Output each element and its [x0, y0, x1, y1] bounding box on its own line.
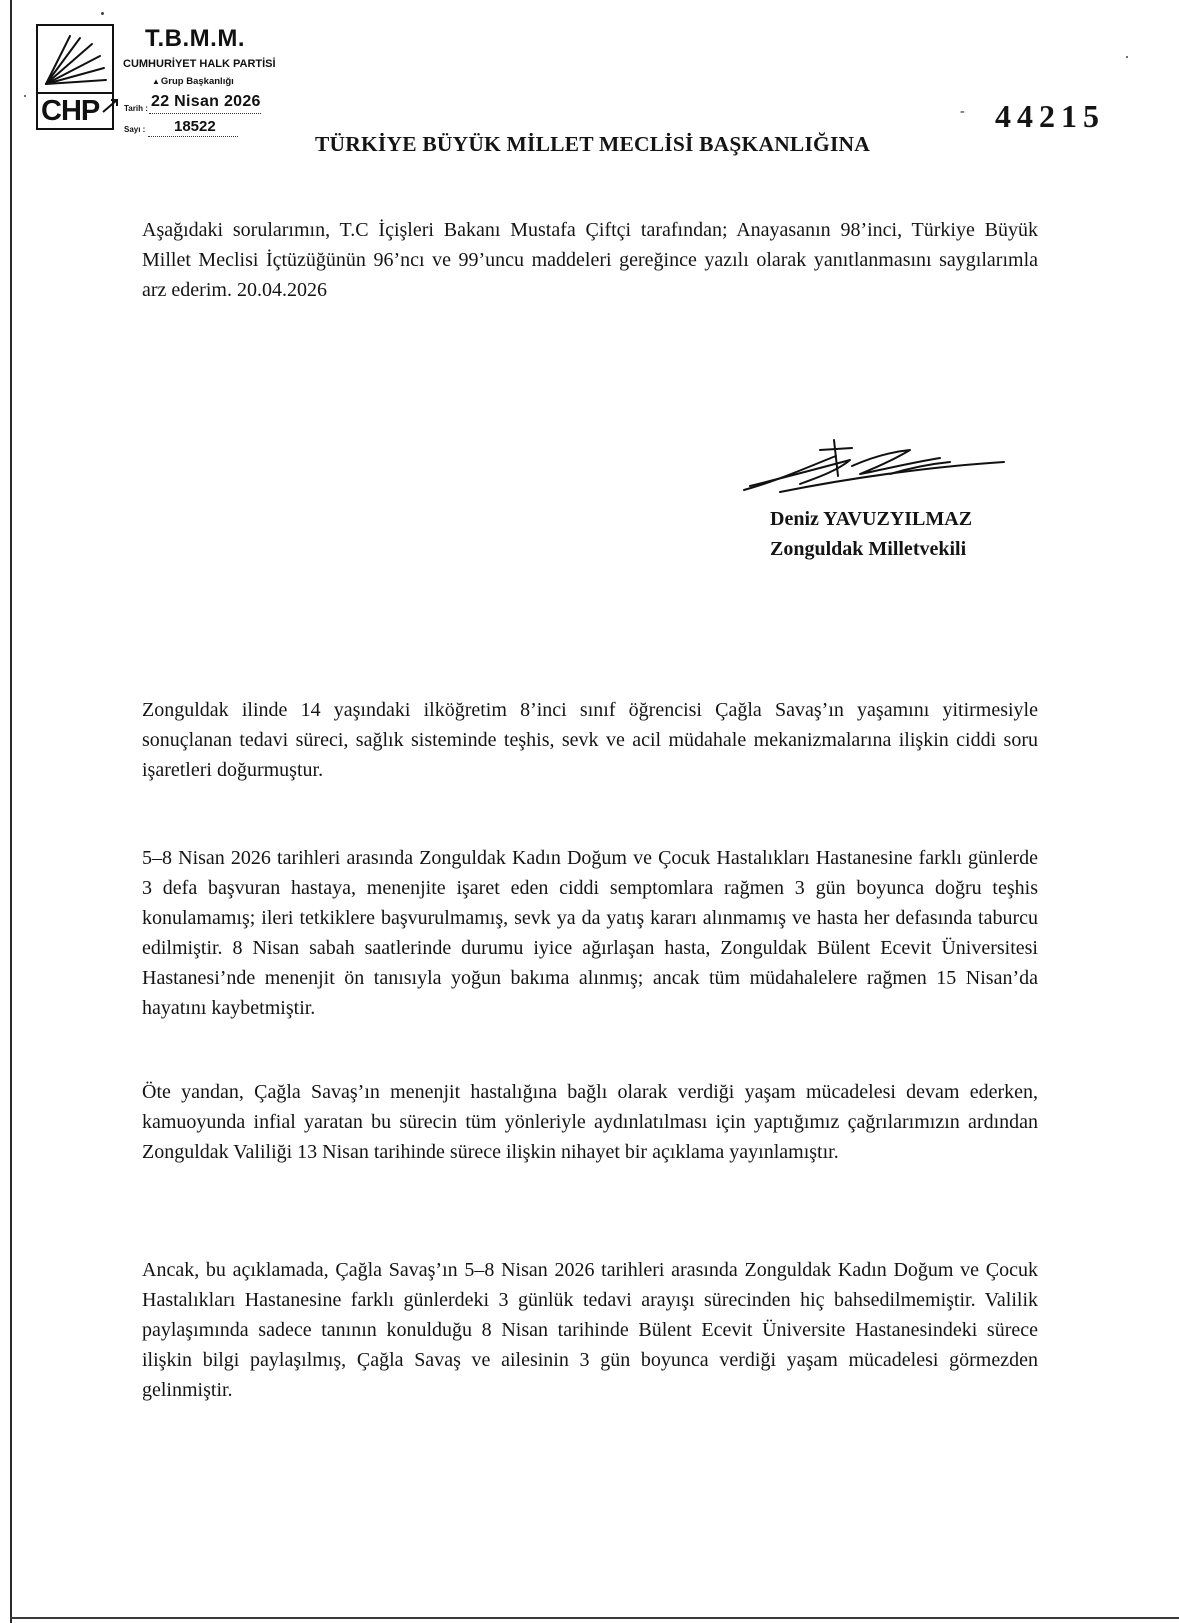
signatory-name: Deniz YAVUZYILMAZ [770, 508, 973, 530]
scan-speck [24, 95, 26, 97]
body-paragraph-2: 5–8 Nisan 2026 tarihleri arasında Zonguldak Kadın Doğum ve Çocuk Hastalıkları Hastanesine farklı günlerde 3 defa başvuran hastaya, menenjite işaret eden ciddi semptomlara rağmen 3 gün boyunca doğru teşhis konulamamış; ileri tetkiklere başvurulmamış, sevk ya da yatış kararı alınmamış ve hasta her defasında taburcu edilmiştir. 8 Nisan sabah saatlerinde durumu iyice ağırlaşan hasta, Zonguldak Bülent Ecevit Üniversitesi Hastanesi’nde menenjit ön tanısıyla yoğun bakıma alınmış; ancak tüm müdahalelere rağmen 15 Nisan’da hayatını kaybetmiştir. [142, 847, 1038, 1019]
stamp-group [152, 76, 234, 87]
scan-speck [101, 12, 104, 15]
signatory-title: Zonguldak Milletvekili [770, 538, 967, 560]
stamp-date-value: 22 Nisan 2026 [151, 93, 261, 110]
page-edge-bottom [10, 1617, 1179, 1619]
stamp-party-name: CUMHURİYET HALK PARTİSİ [123, 58, 276, 70]
arrow-mark-icon: ▲ [152, 77, 160, 86]
stamp-group-label: Grup Başkanlığı [160, 76, 234, 87]
stamp-title: T.B.M.M. [145, 25, 245, 52]
body-paragraph-3: Öte yandan, Çağla Savaş’ın menenjit hastalığına bağlı olarak verdiği yaşam mücadelesi devam ederken, kamuoyunda infial yaratan bu sürecin tüm yönleriyle aydınlatılması için yaptığımız çağrılarımızın ardından Zonguldak Valiliği 13 Nisan tarihinde sürece ilişkin nihayet bir açıklama yayınlamıştır. [142, 1081, 1038, 1163]
intro-paragraph: Aşağıdaki sorularımın, T.C İçişleri Bakanı Mustafa Çiftçi tarafından; Anayasanın 98’inci, Türkiye Büyük Millet Meclisi İçtüzüğünün 96’ncı ve 99’uncu maddeleri gereğince yazılı olarak yanıtlanmasını saygılarımla arz ederim. 20.04.2026 [142, 219, 1038, 301]
document-heading: TÜRKİYE BÜYÜK MİLLET MECLİSİ BAŞKANLIĞINA [315, 132, 870, 156]
handwritten-signature [740, 436, 1040, 500]
page-edge-left [10, 0, 12, 1623]
stamp-number-value: 18522 [174, 118, 216, 135]
body-paragraph-4: Ancak, bu açıklamada, Çağla Savaş’ın 5–8 Nisan 2026 tarihleri arasında Zonguldak Kadın Doğum ve Çocuk Hastalıkları Hastanesine farklı günlerdeki 3 günlük tedavi arayışı sürecinden hiç bahsedilmemiştir. Valilik paylaşımında sadece tanının konulduğu 8 Nisan tarihinde Bülent Ecevit Üniversite Hastanesindeki sürece ilişkin bilgi paylaşılmış, Çağla Savaş ve ailesinin 3 gün boyunca verdiği yaşam mücadelesi görmezden gelinmiştir. [142, 1259, 1038, 1401]
stamp-number-label: Sayı : [124, 125, 146, 134]
signatory-block [770, 504, 1020, 564]
document-serial-number: 44215 [995, 98, 1105, 134]
party-logo-text: CHP [41, 95, 100, 127]
stamp-date-underline [149, 113, 261, 114]
stamp-date-label: Tarih : [124, 104, 148, 113]
scan-speck [1126, 56, 1128, 58]
serial-dot: - [960, 104, 965, 119]
body-paragraph-1: Zonguldak ilinde 14 yaşındaki ilköğretim 8’inci sınıf öğrencisi Çağla Savaş’ın yaşamını yitirmesiyle sonuçlanan tedavi süreci, sağlık sisteminde teşhis, sevk ve acil müdahale mekanizmalarına ilişkin ciddi soru işaretleri doğurmuştur. [142, 699, 1038, 781]
chp-six-arrows-icon [40, 28, 112, 90]
registry-stamp-box [36, 24, 114, 130]
logo-arrow-mark-icon [101, 98, 119, 114]
